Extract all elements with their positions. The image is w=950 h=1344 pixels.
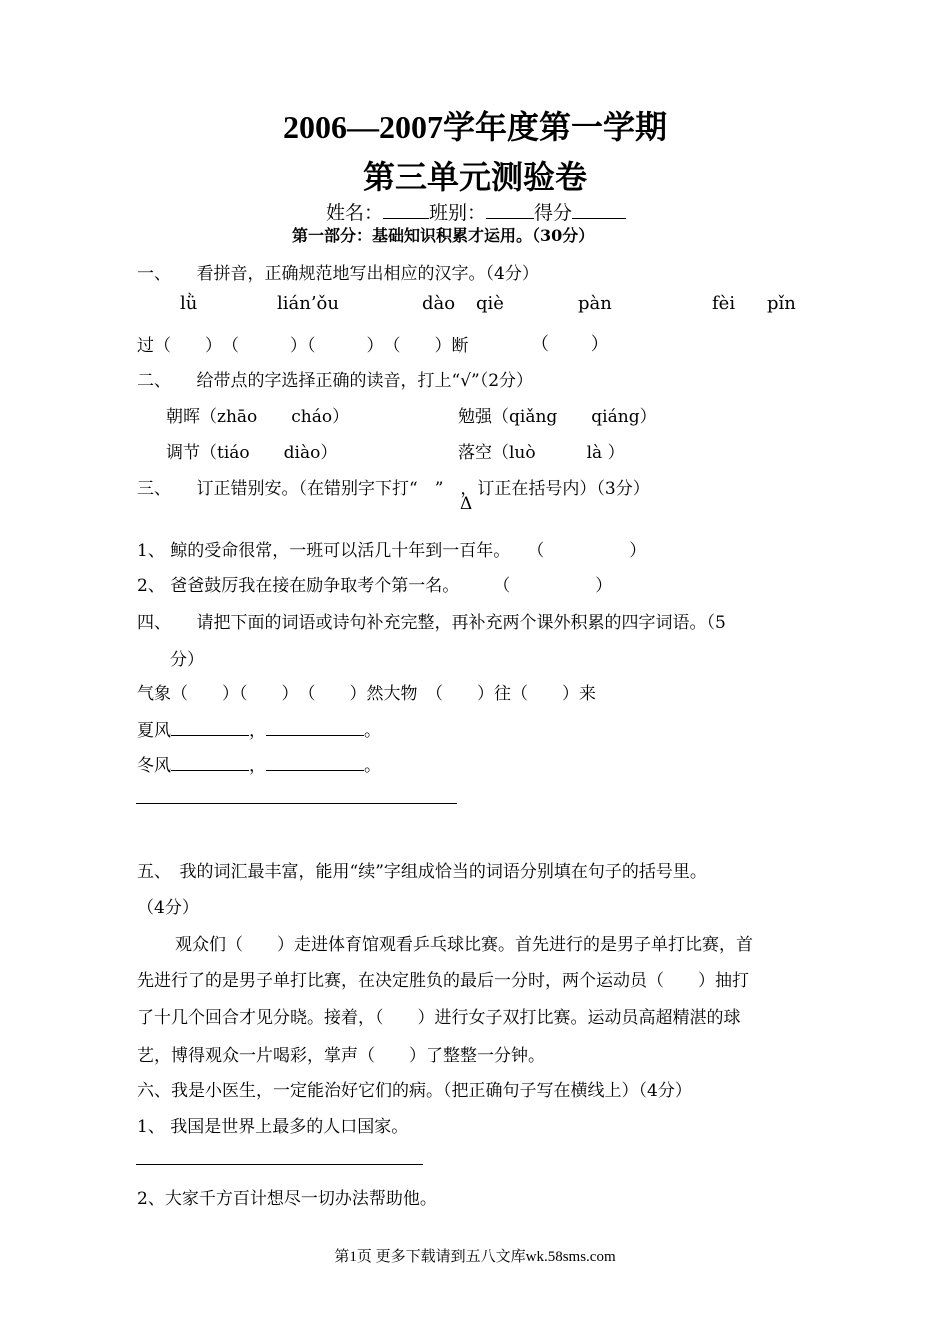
q6-prompt: 六、我是小医生，一定能治好它们的病。（把正确句子写在横线上）（4分） [137, 1081, 692, 1101]
title-line1: 2006—2007学年度第一学期 [282, 109, 667, 145]
q6-answer-line[interactable] [136, 1164, 423, 1165]
q3-item1: 1、 鲸的受命很常，一班可以活几十年到一百年。 （ ） [137, 541, 647, 561]
title-line2: 第三单元测验卷 [362, 159, 587, 195]
name-label: 姓名： [326, 202, 384, 224]
q4-answer-line[interactable] [136, 803, 457, 804]
q5-para-line3: 了十几个回合才见分晓。接着，（ ）进行女子双打比赛。运动员高超精湛的球 [137, 1008, 741, 1028]
pinyin-3: dào [422, 293, 456, 314]
q5-para-line4: 艺，博得观众一片喝彩，掌声（ ）了整整一分钟。 [137, 1046, 545, 1066]
page-footer: 第1页 更多下载请到五八文库wk.58sms.com [334, 1249, 616, 1265]
pinyin-4: qiè [476, 293, 504, 314]
summer-period: 。 [364, 721, 381, 741]
winter-blank-2[interactable] [266, 752, 364, 771]
q5-para-line1: 观众们（ ）走进体育馆观看乒乓球比赛。首先进行的是男子单打比赛，首 [175, 935, 753, 955]
winter-comma: ， [249, 756, 266, 776]
q2-row1-left: 朝晖（zhāo cháo） [166, 407, 350, 427]
winter-period: 。 [364, 756, 381, 776]
q1-prompt: 一、 看拼音，正确规范地写出相应的汉字。（4分） [137, 264, 539, 284]
q4-summer-row [137, 716, 381, 741]
summer-blank-1[interactable] [171, 717, 249, 736]
q6-item2: 2、大家千方百计想尽一切办法帮助他。 [137, 1189, 437, 1209]
name-blank[interactable] [383, 200, 429, 219]
pinyin-1: lǜ [180, 293, 198, 314]
score-label: 得分 [534, 202, 573, 224]
score-blank[interactable] [572, 200, 626, 219]
pinyin-2: lián’ǒu [277, 293, 339, 314]
winter-blank-1[interactable] [171, 752, 249, 771]
q4-prompt-line2: 分） [170, 650, 204, 670]
q3-item2: 2、 爸爸鼓厉我在接在励争取考个第一名。 （ ） [137, 576, 613, 596]
q3-prompt: 三、 订正错别安。（在错别字下打“ ” ，订正在括号内）（3分） [137, 479, 650, 499]
q2-prompt: 二、 给带点的字选择正确的读音，打上“√”（2分） [137, 371, 534, 391]
q6-item1: 1、 我国是世界上最多的人口国家。 [137, 1117, 409, 1137]
q2-row2-right: 落空（luò là ） [458, 443, 625, 463]
q4-prompt-line1: 四、 请把下面的词语或诗句补充完整，再补充两个课外积累的四字词语。（5 [137, 613, 726, 633]
summer-blank-2[interactable] [266, 717, 364, 736]
q2-row2-left: 调节（tiáo diào） [166, 443, 338, 463]
winter-label: 冬风 [137, 756, 171, 776]
pinyin-7: pǐn [767, 293, 796, 314]
q5-prompt-line1: 五、 我的词汇最丰富，能用“续”字组成恰当的词语分别填在句子的括号里。 [137, 862, 707, 882]
q4-idioms: 气象（ ）（ ） （ ）然大物 （ ）往（ ）来 [137, 684, 596, 704]
summer-label: 夏风 [137, 721, 171, 741]
q5-prompt-line2: （4分） [137, 898, 199, 918]
q1-answer-tail: （ ） [531, 334, 609, 355]
class-label: 班别： [429, 202, 487, 224]
class-blank[interactable] [486, 200, 534, 219]
summer-comma: ， [249, 721, 266, 741]
q4-winter-row [137, 751, 381, 776]
part1-heading: 第一部分：基础知识积累才运用。（30分） [292, 226, 595, 245]
pinyin-5: pàn [578, 293, 612, 314]
q2-row1-right: 勉强（qiǎng qiáng） [458, 407, 657, 427]
pinyin-6: fèi [712, 293, 736, 314]
q3-mark: Δ [460, 494, 473, 514]
q1-answer-line: 过（ ） （ ）（ ） （ ）断 [137, 336, 469, 356]
q5-para-line2: 先进行了的是男子单打比赛，在决定胜负的最后一分时，两个运动员（ ）抽打 [137, 971, 749, 991]
student-info-row [326, 198, 626, 225]
